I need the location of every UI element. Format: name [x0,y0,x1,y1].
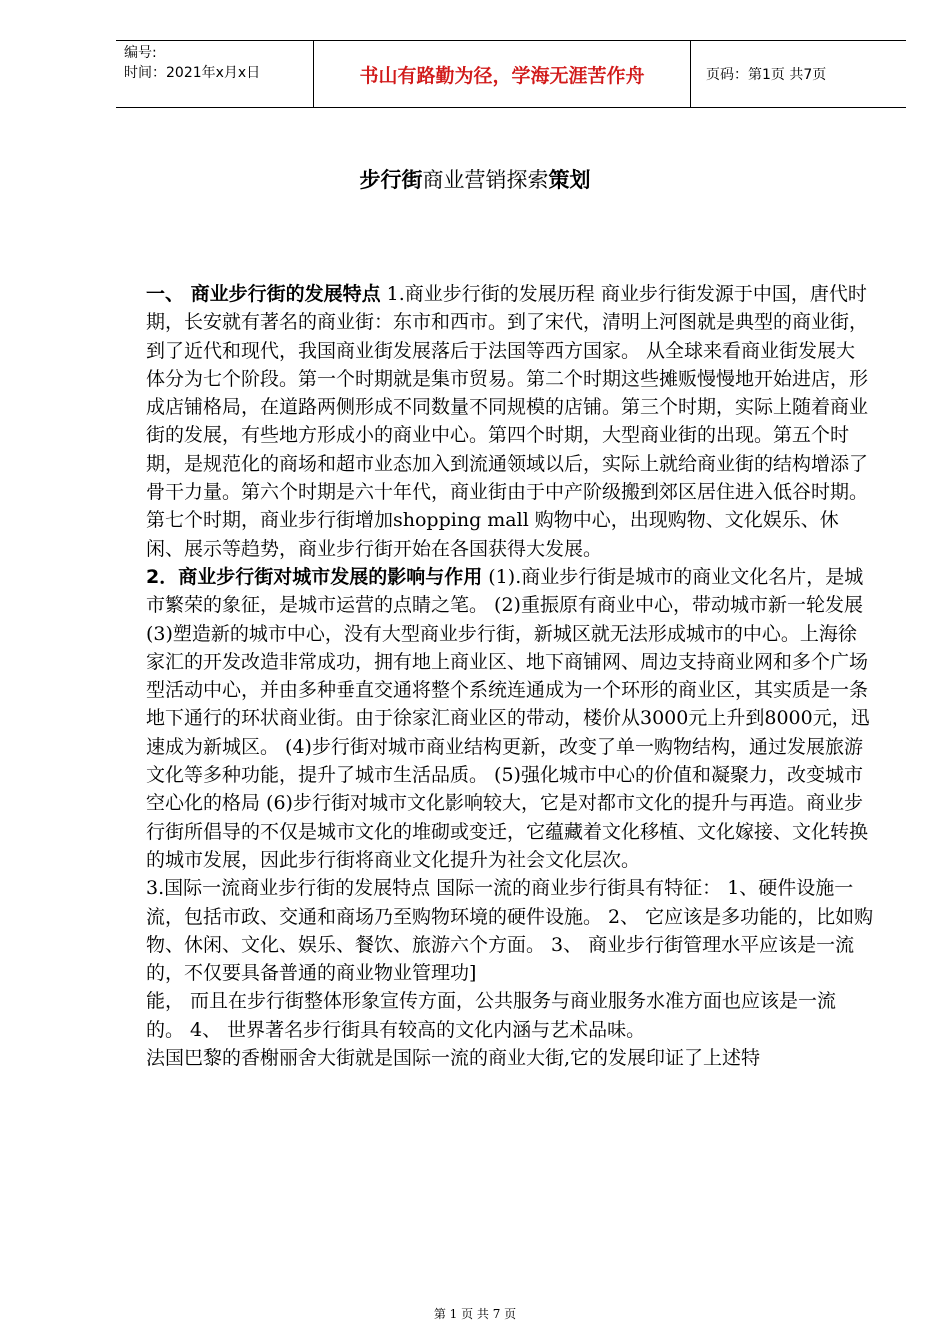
section-2-paragraph [146,563,874,874]
motto: 书山有路勤为径，学海无涯苦作舟 [314,41,691,107]
page-info: 页码：第1页 共7页 [706,67,827,83]
title-part-2: 商业营销探索 [422,168,549,192]
section-1-paragraph [146,280,874,563]
section-3-paragraph-b: 能， 而且在步行街整体形象宣传方面，公共服务与商业服务水准方面也应该是一流的。 4、 世界著名步行街具有较高的文化内涵与艺术品味。 [146,990,837,1041]
header-meta-cell [116,41,314,107]
page-footer: 第 1 页 共 7 页 [433,1307,517,1321]
section-3-paragraph-c: 法国巴黎的香榭丽舍大街就是国际一流的商业大街,它的发展印证了上述特 [146,1047,761,1070]
title-part-1: 步行街 [359,167,423,192]
number-label: 编号: [124,45,157,61]
title-part-3: 策划 [548,167,591,192]
section-2-text: (1).商业步行街是城市的商业文化名片，是城市繁荣的象征，是城市运营的点睛之笔。 (2)重振原有商业中心，带动城市新一轮发展 (3)塑造新的城市中心，没有大型商业步行街，新城区就无法形成城市的中心。上海徐家汇的开发改造非常成功，拥有地上商业区、地下商铺网、周边支持商业网和多个广场型活动中心，并由多种垂直交通将整个系统连通成为一个环形的商业区，其实质是一条地下通行的环状商业街。由于徐家汇商业区的带动，楼价从3000元上升到8000元，迅速成为新城区。 (4)步行街对城市商业结构更新，改变了单一购物结构，通过发展旅游文化等多种功能，提升了城市生活品质。 (5)强化城市中心的价值和凝聚力，改变城市空心化的格局 (6)步行街对城市文化影响较大，它是对都市文化的提升与再造。商业步行街所倡导的不仅是城市文化的堆砌或变迁，它蕴藏着文化移植、文化嫁接、文化转换的城市发展，因此步行街将商业文化提升为社会文化层次。 [146,565,870,871]
document-title [0,164,950,194]
section-1-heading: 一、 商业步行街的发展特点 [146,283,381,305]
section-1-text: 1.商业步行街的发展历程 商业步行街发源于中国，唐代时期，长安就有著名的商业街：东市和西市。到了宋代，清明上河图就是典型的商业街，到了近代和现代，我国商业街发展落后于法国等西方国家。 从全球来看商业街发展大体分为七个阶段。第一个时期就是集市贸易。第二个时期这些摊贩慢慢地开始进店，形成店铺格局，在道路两侧形成不同数量不同规模的店铺。第三个时期，实际上随着商业街的发展，有些地方形成小的商业中心。第四个时期，大型商业街的出现。第五个时期，是规范化的商场和超市业态加入到流通领域以后，实际上就给商业街的结构增添了骨干力量。第六个时期是六十年代，商业街由于中产阶级搬到郊区居住进入低谷时期。第七个时期，商业步行街增加shopping mall 购物中心，出现购物、文化娱乐、休闲、展示等趋势，商业步行街开始在各国获得大发展。 [146,283,869,560]
section-3-paragraph-a: 3.国际一流商业步行街的发展特点 国际一流的商业步行街具有特征： 1、硬件设施一流，包括市政、交通和商场乃至购物环境的硬件设施。 2、 它应该是多功能的，比如购物、休闲、文化、娱乐、餐饮、旅游六个方面。 3、 商业步行街管理水平应该是一流的，不仅要具备普通的商业物业管理功] [146,877,874,985]
document-body [146,280,874,1072]
time-label: 时间：2021年x月x日 [124,65,261,81]
section-2-heading: 2．商业步行街对城市发展的影响与作用 [146,565,483,588]
header-table [116,40,906,108]
